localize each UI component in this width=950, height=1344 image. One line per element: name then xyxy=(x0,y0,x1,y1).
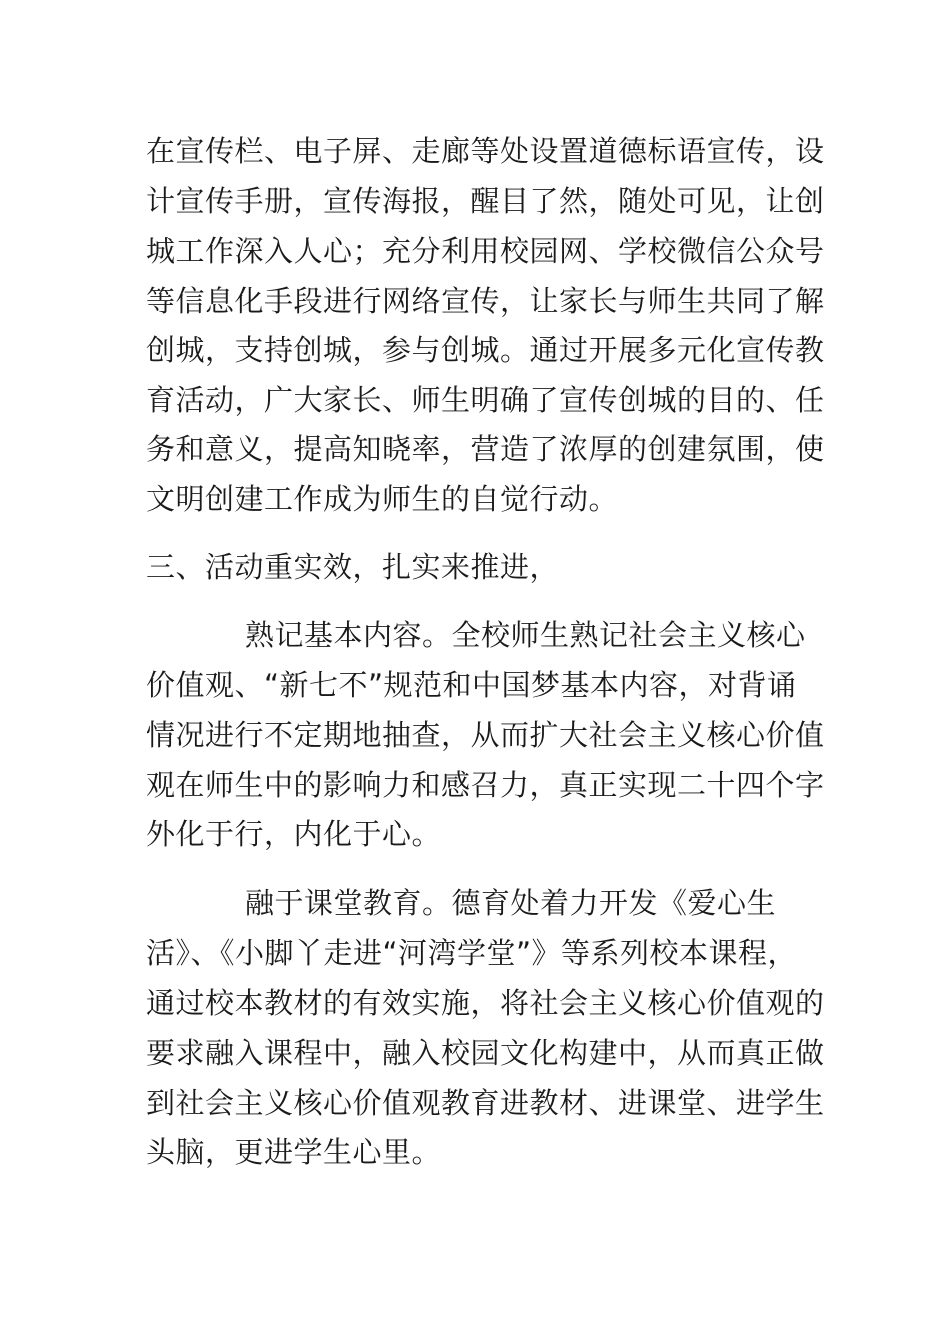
text-line: 计宣传手册，宣传海报，醒目了然，随处可见，让创 xyxy=(146,184,825,218)
text-line: 城工作深入人心；充分利用校园网、学校微信公众号 xyxy=(146,234,825,268)
text-line: 务和意义，提高知晓率，营造了浓厚的创建氛围，使 xyxy=(146,432,825,466)
text-line: 通过校本教材的有效实施，将社会主义核心价值观的 xyxy=(146,986,825,1020)
text-line: 文明创建工作成为师生的自觉行动。 xyxy=(146,482,619,516)
text-line: 育活动，广大家长、师生明确了宣传创城的目的、任 xyxy=(146,383,825,417)
text-line: 情况进行不定期地抽查，从而扩大社会主义核心价值 xyxy=(146,718,825,752)
text-line: 到社会主义核心价值观教育进教材、进课堂、进学生 xyxy=(146,1086,825,1120)
text-line: 融于课堂教育。德育处着力开发《爱心生 xyxy=(245,886,777,920)
text-line: 在宣传栏、电子屏、走廊等处设置道德标语宣传，设 xyxy=(146,134,825,168)
text-line: 价值观、“新七不”规范和中国梦基本内容，对背诵 xyxy=(146,668,797,702)
text-line: 活》、《小脚丫走进“河湾学堂”》等系列校本课程， xyxy=(146,936,798,970)
section-heading: 三、活动重实效，扎实来推进， xyxy=(146,550,560,584)
text-line: 外化于行，内化于心。 xyxy=(146,817,442,851)
text-line: 要求融入课程中，融入校园文化构建中，从而真正做 xyxy=(146,1036,825,1070)
text-line: 等信息化手段进行网络宣传，让家长与师生共同了解 xyxy=(146,284,825,318)
text-line: 创城，支持创城，参与创城。通过开展多元化宣传教 xyxy=(146,333,825,367)
text-line: 观在师生中的影响力和感召力，真正实现二十四个字 xyxy=(146,768,825,802)
text-line: 头脑，更进学生心里。 xyxy=(146,1135,442,1169)
text-line: 熟记基本内容。全校师生熟记社会主义核心 xyxy=(245,618,806,652)
